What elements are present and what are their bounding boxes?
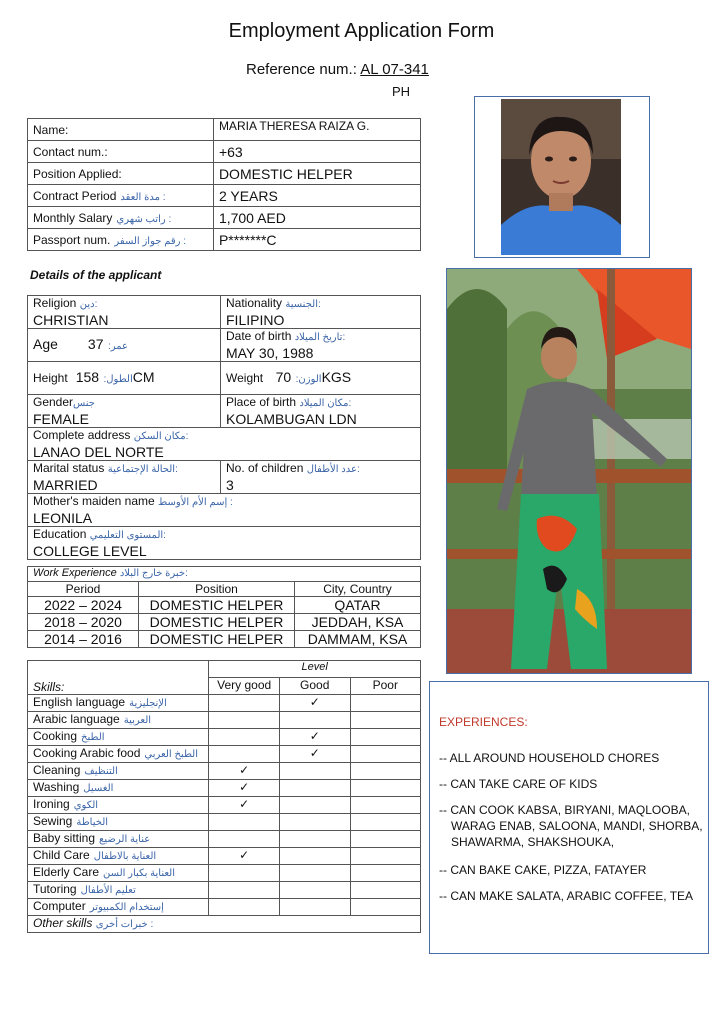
children-cell: [221, 461, 421, 494]
address-value: LANAO DEL NORTE: [33, 444, 164, 460]
skill-level-cell: [279, 712, 350, 729]
skill-level-cell: [209, 831, 280, 848]
personal-label-cell: [28, 229, 214, 251]
work-title-cell: [28, 567, 421, 582]
skill-level-cell: [350, 712, 420, 729]
skill-row: [28, 814, 421, 831]
skill-name: Cleaning: [33, 763, 81, 777]
personal-label-cell: [28, 185, 214, 207]
other-skills-ar: خبرات أخرى :: [95, 919, 154, 930]
skill-name: Ironing: [33, 797, 70, 811]
skill-name-cell: [28, 882, 209, 899]
skill-name-ar: التنظيف: [84, 766, 118, 777]
skill-name: Tutoring: [33, 882, 77, 896]
skill-level-cell: [279, 780, 350, 797]
full-body-illustration: [447, 269, 691, 673]
headshot-illustration: [475, 97, 649, 257]
skill-name-cell: [28, 831, 209, 848]
religion-label-ar: دين:: [79, 299, 98, 310]
skill-level-cell: [350, 899, 420, 916]
experience-item: -- CAN TAKE CARE OF KIDS: [439, 777, 598, 791]
skill-row: [28, 729, 421, 746]
form-title: Employment Application Form: [228, 20, 495, 42]
skill-row: [28, 865, 421, 882]
check-icon: ✓: [209, 848, 280, 865]
dob-label: Date of birth: [226, 329, 292, 343]
check-icon: ✓: [279, 746, 350, 763]
age-label: Age: [33, 336, 58, 352]
mother-value: LEONILA: [33, 510, 93, 526]
work-row: [28, 614, 421, 631]
skill-level-cell: [209, 899, 280, 916]
personal-row: [28, 185, 421, 207]
personal-value: DOMESTIC HELPER: [213, 163, 420, 185]
full-body-photo: [446, 268, 692, 674]
skill-name-ar: الكوي: [73, 800, 99, 811]
skill-level-cell: [350, 814, 420, 831]
skill-name-cell: [28, 797, 209, 814]
skill-level-cell: [279, 814, 350, 831]
personal-row: [28, 141, 421, 163]
reference-number: [246, 61, 429, 78]
experience-item: -- ALL AROUND HOUSEHOLD CHORES: [439, 751, 660, 765]
marital-label: Marital status: [33, 461, 105, 475]
mother-label-ar: إسم الأم الأوسط :: [158, 497, 233, 508]
personal-info-table: [27, 118, 421, 251]
country-code: PH: [392, 84, 411, 99]
reference-value: AL 07-341: [360, 61, 429, 78]
education-label-ar: المستوى التعليمي:: [89, 530, 166, 541]
personal-value: 2 YEARS: [213, 185, 420, 207]
work-cell: 2022 – 2024: [28, 597, 139, 614]
personal-label: Name:: [33, 122, 69, 137]
personal-value: P*******C: [213, 229, 420, 251]
nationality-cell: [221, 296, 421, 329]
religion-label: Religion: [33, 296, 77, 310]
level-poor: Poor: [350, 678, 420, 695]
skill-level-cell: [279, 763, 350, 780]
skills-label: Skills:: [28, 661, 209, 695]
dob-label-ar: تاريخ الميلاد:: [294, 332, 346, 343]
pob-label-ar: مكان الميلاد:: [299, 398, 352, 409]
level-very-good: Very good: [209, 678, 280, 695]
personal-label-cell: [28, 141, 214, 163]
skill-name: Baby sitting: [33, 831, 96, 845]
personal-value: 1,700 AED: [213, 207, 420, 229]
skill-level-cell: [279, 797, 350, 814]
religion-value: CHRISTIAN: [33, 312, 109, 328]
work-row: [28, 631, 421, 648]
details-heading: Details of the applicant: [30, 268, 162, 282]
skill-name-ar: العناية بكبار السن: [103, 868, 176, 879]
headshot-photo: [474, 96, 650, 258]
skill-level-cell: [350, 882, 420, 899]
gender-cell: [28, 395, 221, 428]
personal-row: [28, 207, 421, 229]
dob-value: MAY 30, 1988: [226, 345, 314, 361]
personal-label-ar: راتب شهري :: [116, 213, 172, 225]
skill-level-cell: [209, 746, 280, 763]
details-table: [27, 295, 421, 560]
skill-level-cell: [209, 712, 280, 729]
nationality-value: FILIPINO: [226, 312, 285, 328]
personal-label: Contract Period: [33, 188, 117, 203]
personal-label: Monthly Salary: [33, 210, 113, 225]
skill-row: [28, 780, 421, 797]
skill-level-cell: [279, 899, 350, 916]
skill-row: [28, 882, 421, 899]
skill-name: Cooking: [33, 729, 78, 743]
skill-level-cell: [350, 848, 420, 865]
other-skills-cell: [28, 916, 421, 933]
skill-name-cell: [28, 763, 209, 780]
skill-level-cell: [279, 865, 350, 882]
personal-label-ar: رقم جواز السفر :: [114, 235, 187, 247]
skill-level-cell: [209, 814, 280, 831]
height-label-ar: الطول:: [103, 374, 133, 385]
skill-name-ar: العربية: [123, 715, 152, 726]
work-row: [28, 597, 421, 614]
skill-level-cell: [350, 780, 420, 797]
education-cell: [28, 527, 421, 560]
skill-level-cell: [209, 729, 280, 746]
experience-item: -- CAN BAKE CAKE, PIZZA, FATAYER: [439, 863, 647, 877]
children-label-ar: عدد الأطفال:: [306, 464, 360, 475]
weight-label-ar: الوزن:: [295, 374, 322, 385]
dob-cell: [221, 329, 421, 362]
children-label: No. of children: [226, 461, 304, 475]
personal-value: +63: [213, 141, 420, 163]
skill-name-cell: [28, 865, 209, 882]
skill-name-cell: [28, 712, 209, 729]
work-cell: DOMESTIC HELPER: [139, 631, 295, 648]
skill-row: [28, 746, 421, 763]
skill-level-cell: [209, 865, 280, 882]
work-cell: JEDDAH, KSA: [295, 614, 421, 631]
work-header-period: Period: [28, 582, 139, 597]
skill-level-cell: [350, 865, 420, 882]
skill-name-ar: الخياطة: [76, 817, 109, 828]
skill-name-ar: الطبخ العربي: [144, 749, 198, 760]
skill-level-cell: [350, 695, 420, 712]
work-cell: DOMESTIC HELPER: [139, 614, 295, 631]
work-experience-table: [27, 566, 421, 648]
skill-row: [28, 848, 421, 865]
skill-level-cell: [350, 729, 420, 746]
address-label: Complete address: [33, 428, 131, 442]
mother-cell: [28, 494, 421, 527]
work-cell: QATAR: [295, 597, 421, 614]
check-icon: ✓: [279, 695, 350, 712]
marital-label-ar: الحالة الإجتماعية:: [107, 464, 178, 475]
skill-name-cell: [28, 729, 209, 746]
skill-row: [28, 712, 421, 729]
skill-name: Computer: [33, 899, 86, 913]
age-cell: [28, 329, 221, 362]
work-title: Work Experience: [33, 567, 117, 579]
skill-name-ar: إستخدام الكمبيوتر: [89, 902, 164, 913]
age-value: 37: [87, 336, 104, 352]
personal-label: Position Applied:: [33, 166, 122, 181]
address-label-ar: مكان السكن:: [133, 431, 189, 442]
age-label-ar: عمر:: [107, 341, 128, 352]
skill-name-cell: [28, 848, 209, 865]
children-value: 3: [226, 477, 234, 493]
skill-name-cell: [28, 780, 209, 797]
address-cell: [28, 428, 421, 461]
experience-item: -- CAN MAKE SALATA, ARABIC COFFEE, TEA: [439, 889, 694, 903]
experience-item: -- CAN COOK KABSA, BIRYANI, MAQLOOBA, WARAG ENAB, SALOONA, MANDI, SHORBA, SHAWARMA, SHAKSHOUKA,: [439, 803, 703, 849]
religion-cell: [28, 296, 221, 329]
skill-name-ar: العناية بالاطفال: [93, 851, 157, 862]
skill-level-cell: [350, 746, 420, 763]
personal-label-cell: [28, 207, 214, 229]
skill-name: English language: [33, 695, 126, 709]
skill-level-cell: [279, 882, 350, 899]
work-header-city: City, Country: [295, 582, 421, 597]
nationality-label-ar: الجنسية:: [285, 299, 321, 310]
skill-name: Sewing: [33, 814, 73, 828]
pob-cell: [221, 395, 421, 428]
personal-label-ar: مدة العقد :: [120, 191, 166, 203]
work-cell: DOMESTIC HELPER: [139, 597, 295, 614]
skill-name: Cooking Arabic food: [33, 746, 141, 760]
skill-row: [28, 831, 421, 848]
skill-level-cell: [279, 848, 350, 865]
skill-name: Elderly Care: [33, 865, 100, 879]
personal-label-cell: [28, 163, 214, 185]
gender-label-ar: جنس: [73, 398, 95, 409]
reference-label: Reference num.:: [246, 61, 357, 78]
personal-label: Passport num.: [33, 232, 111, 247]
mother-label: Mother's maiden name: [33, 494, 155, 508]
skill-level-cell: [350, 831, 420, 848]
skill-name-cell: [28, 746, 209, 763]
marital-value: MARRIED: [33, 477, 98, 493]
skill-name-ar: الغسيل: [83, 783, 114, 794]
skills-table: [27, 660, 421, 933]
check-icon: ✓: [209, 780, 280, 797]
skill-level-cell: [350, 763, 420, 780]
skill-name-ar: عناية الرضيع: [99, 834, 151, 845]
personal-row: [28, 229, 421, 251]
skill-row: [28, 797, 421, 814]
skill-name-ar: الإنجليزية: [129, 698, 167, 709]
weight-cell: [221, 362, 421, 395]
skill-name-ar: الطبخ: [81, 732, 105, 743]
education-value: COLLEGE LEVEL: [33, 543, 147, 559]
marital-cell: [28, 461, 221, 494]
work-header-position: Position: [139, 582, 295, 597]
skill-row: [28, 763, 421, 780]
check-icon: ✓: [209, 763, 280, 780]
skill-name-ar: تعليم الأطفال: [80, 885, 136, 896]
skill-name-cell: [28, 695, 209, 712]
skill-name: Child Care: [33, 848, 90, 862]
gender-label: Gender: [33, 395, 74, 409]
personal-label: Contact num.:: [33, 144, 108, 159]
nationality-label: Nationality: [226, 296, 283, 310]
personal-row: [28, 119, 421, 141]
skill-name-cell: [28, 899, 209, 916]
skill-name-cell: [28, 814, 209, 831]
personal-label-cell: [28, 119, 214, 141]
skill-name: Arabic language: [33, 712, 120, 726]
work-cell: 2014 – 2016: [28, 631, 139, 648]
gender-value: FEMALE: [33, 411, 90, 427]
education-label: Education: [33, 527, 87, 541]
pob-label: Place of birth: [226, 395, 297, 409]
weight-label: Weight: [226, 371, 264, 385]
work-title-ar: خبرة خارج البلاد:: [119, 568, 188, 579]
height-value: 158CM: [75, 369, 155, 385]
skill-row: [28, 695, 421, 712]
experiences-title: EXPERIENCES:: [439, 715, 528, 729]
level-label: Level: [209, 661, 421, 678]
pob-value: KOLAMBUGAN LDN: [226, 411, 357, 427]
skill-level-cell: [209, 695, 280, 712]
skill-row: [28, 899, 421, 916]
other-skills-label: Other skills: [33, 916, 93, 930]
skill-level-cell: [209, 882, 280, 899]
personal-row: [28, 163, 421, 185]
experiences-box: [429, 681, 709, 954]
work-cell: DAMMAM, KSA: [295, 631, 421, 648]
check-icon: ✓: [209, 797, 280, 814]
check-icon: ✓: [279, 729, 350, 746]
skill-level-cell: [279, 831, 350, 848]
skill-name: Washing: [33, 780, 80, 794]
level-good: Good: [279, 678, 350, 695]
height-cell: [28, 362, 221, 395]
work-cell: 2018 – 2020: [28, 614, 139, 631]
height-label: Height: [33, 371, 68, 385]
personal-value: MARIA THERESA RAIZA G.: [213, 119, 420, 141]
weight-value: 70KGS: [275, 369, 352, 385]
skill-level-cell: [350, 797, 420, 814]
